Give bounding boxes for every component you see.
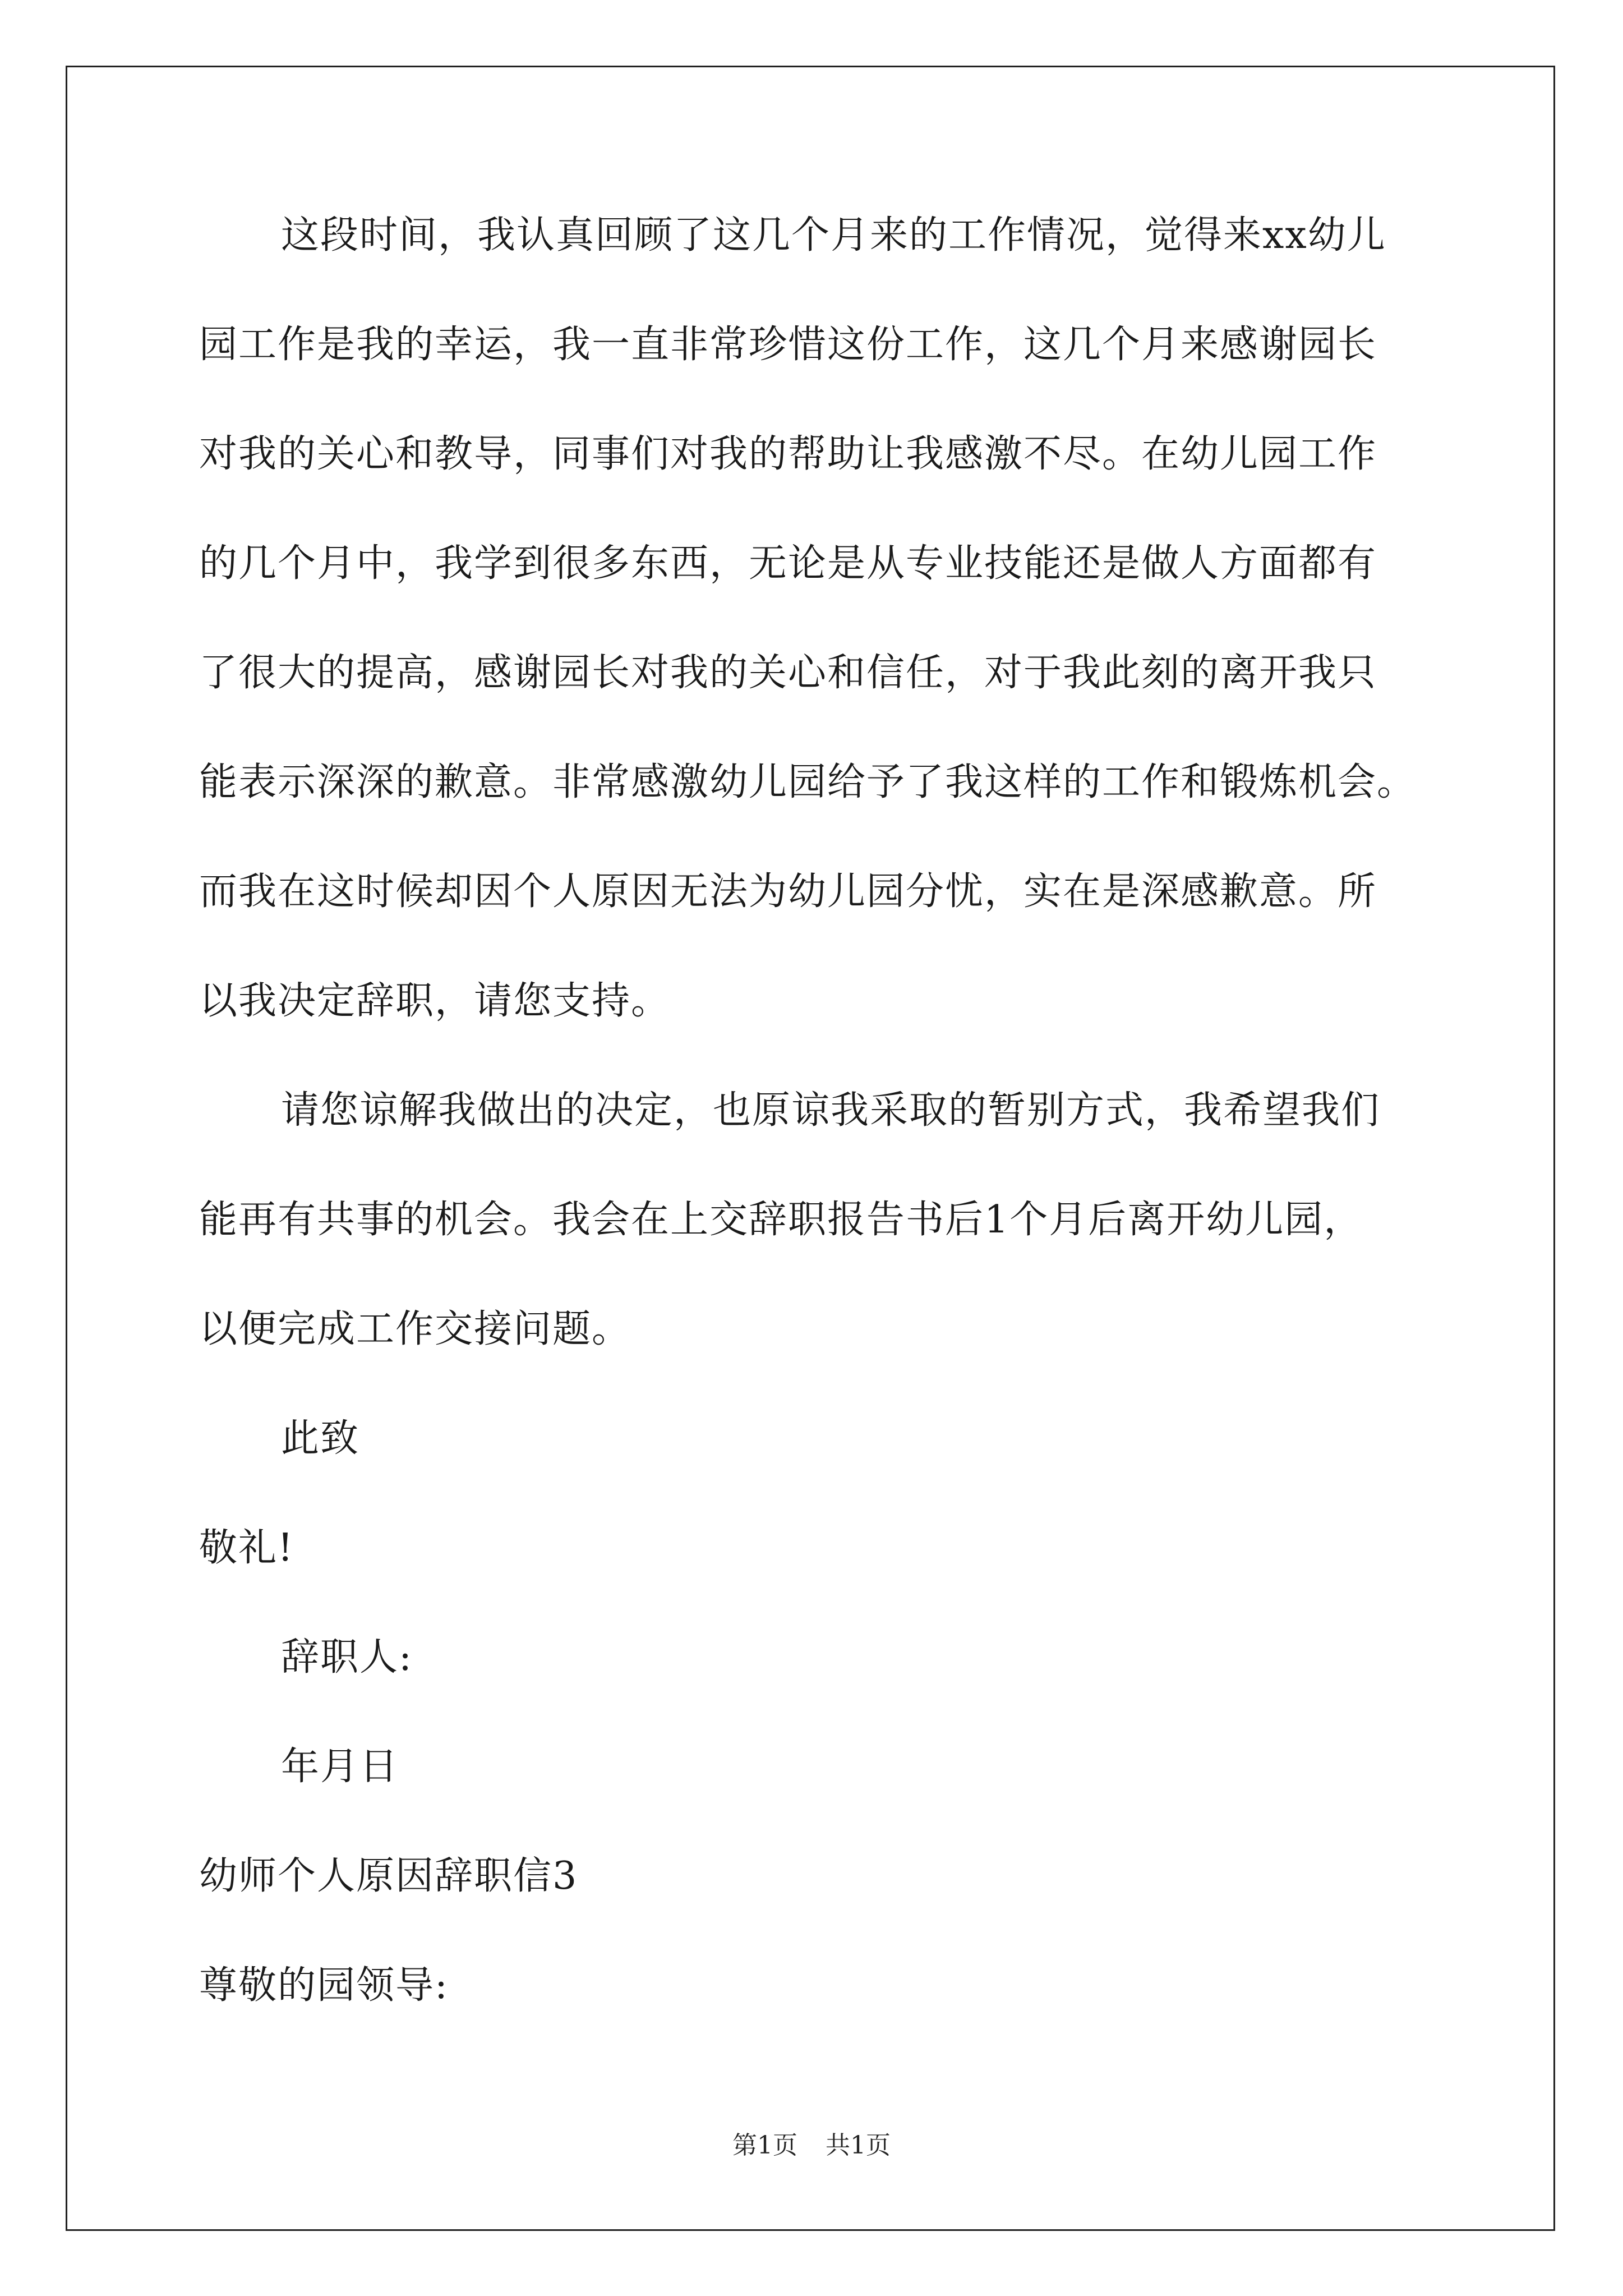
paragraph-line: 这段时间，我认真回顾了这几个月来的工作情况，觉得来xx幼儿 bbox=[281, 213, 1386, 257]
paragraph-line: 能再有共事的机会。我会在上交辞职报告书后1个月后离开幼儿园， bbox=[199, 1198, 1363, 1242]
paragraph-line: 而我在这时候却因个人原因无法为幼儿园分忧，实在是深感歉意。所 bbox=[199, 869, 1377, 914]
paragraph-line: 能表示深深的歉意。非常感激幼儿园给予了我这样的工作和锻炼机会。 bbox=[199, 760, 1417, 804]
paragraph-line: 请您谅解我做出的决定，也原谅我采取的暂别方式，我希望我们 bbox=[281, 1088, 1381, 1133]
closing-regards: 敬礼! bbox=[199, 1526, 294, 1570]
paragraph-line: 的几个月中，我学到很多东西，无论是从专业技能还是做人方面都有 bbox=[199, 541, 1377, 586]
closing-salutation: 此致 bbox=[281, 1416, 360, 1461]
paragraph-line: 对我的关心和教导，同事们对我的帮助让我感激不尽。在幼儿园工作 bbox=[199, 432, 1377, 476]
signature-label: 辞职人: bbox=[281, 1635, 413, 1680]
paragraph-line: 以我决定辞职，请您支持。 bbox=[199, 979, 671, 1023]
page-border bbox=[66, 66, 1555, 2231]
paragraph-line: 园工作是我的幸运，我一直非常珍惜这份工作，这几个月来感谢园长 bbox=[199, 323, 1377, 367]
page-number: 第1页 bbox=[732, 2131, 797, 2160]
date-label: 年月日 bbox=[281, 1745, 399, 1789]
section-heading: 幼师个人原因辞职信3 bbox=[199, 1854, 578, 1898]
page-footer bbox=[0, 2129, 1623, 2162]
paragraph-line: 以便完成工作交接问题。 bbox=[199, 1307, 631, 1351]
paragraph-line: 了很大的提高，感谢园长对我的关心和信任，对于我此刻的离开我只 bbox=[199, 651, 1377, 695]
greeting: 尊敬的园领导: bbox=[199, 1963, 449, 2008]
page-total: 共1页 bbox=[826, 2131, 891, 2160]
